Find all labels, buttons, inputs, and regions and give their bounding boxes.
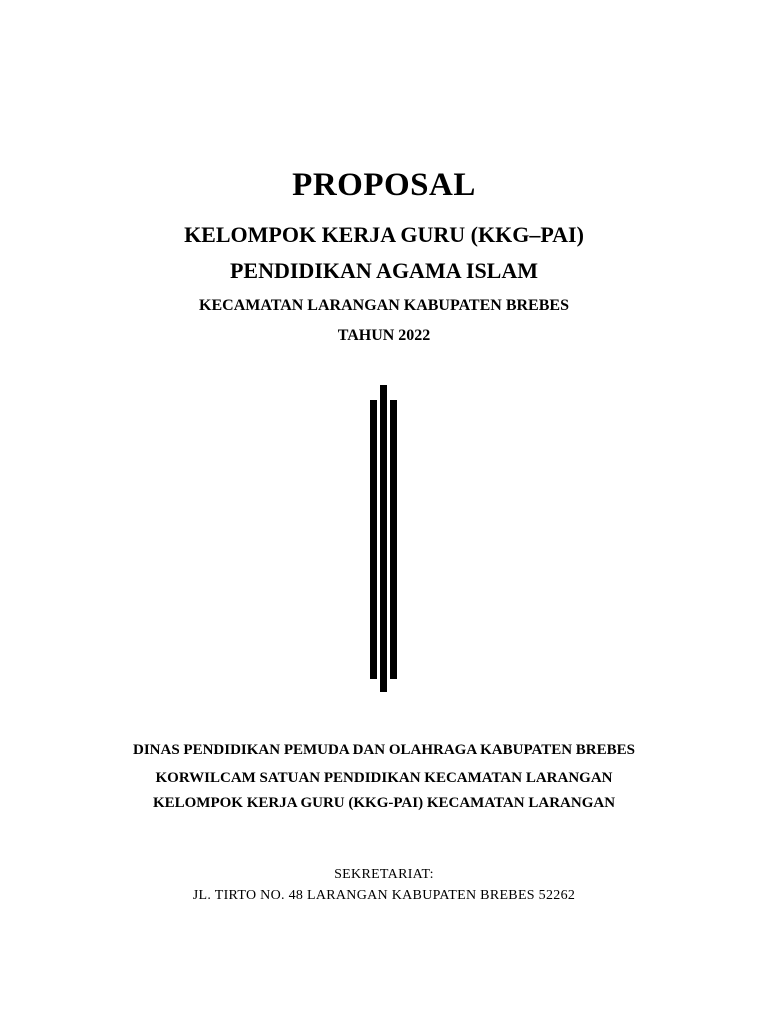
institution-line-2: KORWILCAM SATUAN PENDIDIKAN KECAMATAN LARANGAN [155, 770, 613, 786]
institution-line-1: DINAS PENDIDIKAN PEMUDA DAN OLAHRAGA KABUPATEN BREBES [133, 742, 635, 758]
institution-line-3: KELOMPOK KERJA GURU (KKG-PAI) KECAMATAN LARANGAN [152, 795, 616, 811]
organization-name: KELOMPOK KERJA GURU (KKG–PAI) [184, 222, 584, 247]
secretariat-label: SEKRETARIAT: [334, 867, 434, 882]
triple-vertical-bars-ornament-icon [360, 380, 406, 696]
ornament-bar-left [370, 400, 377, 679]
ornament-bar-right [390, 400, 397, 679]
region-name: KECAMATAN LARANGAN KABUPATEN BREBES [199, 297, 569, 314]
secretariat-address: JL. TIRTO NO. 48 LARANGAN KABUPATEN BREBES 52262 [192, 888, 576, 903]
document-title: PROPOSAL [292, 167, 476, 203]
ornament-bar-center [380, 385, 387, 692]
subject-name: PENDIDIKAN AGAMA ISLAM [229, 258, 539, 283]
year-line: TAHUN 2022 [337, 327, 431, 344]
